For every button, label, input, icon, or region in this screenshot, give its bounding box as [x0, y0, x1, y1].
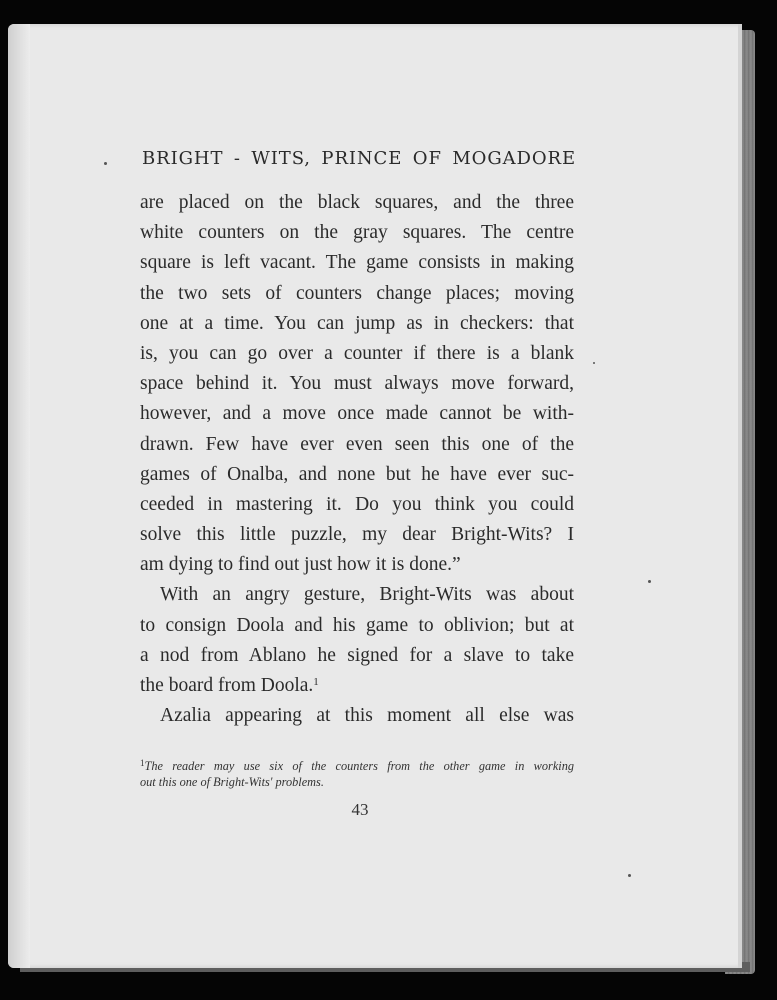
paper-speck [628, 874, 631, 877]
paragraph-start-line: With an angry gesture, Bright-Wits was about [160, 584, 574, 606]
text-line: the board from Doola. [140, 675, 314, 696]
text-line: am dying to find out just how it is done.” [140, 554, 461, 576]
paragraph-start-line: Azalia appearing at this moment all else was [160, 705, 574, 727]
text-line: solve this little puzzle, my dear Bright-Wits? I [140, 524, 574, 546]
text-line: is, you can go over a counter if there is a blank [140, 342, 574, 364]
text-line: one at a time. You can jump as in checkers: that [140, 312, 574, 334]
footnote-line [140, 758, 574, 774]
paper-speck [648, 580, 651, 583]
page-gutter [8, 24, 30, 968]
text-line: the two sets of counters change places; moving [140, 282, 574, 304]
text-line: a nod from Ablano he signed for a slave to take [140, 644, 574, 666]
text-line: ceeded in mastering it. Do you think you could [140, 493, 574, 515]
text-line: white counters on the gray squares. The centre [140, 222, 574, 244]
page-number: 43 [351, 800, 369, 819]
footnote-line: out this one of Bright-Wits' problems. [140, 775, 324, 789]
text-line: are placed on the black squares, and the three [140, 192, 574, 213]
paper-speck [104, 162, 107, 165]
text-line: space behind it. You must always move forward, [140, 373, 574, 395]
paper-speck [593, 362, 595, 364]
footnote-marker: 1 [140, 758, 145, 768]
running-head: BRIGHT - WITS, PRINCE OF MOGADORE [142, 148, 576, 169]
page-fore-edge [738, 24, 742, 968]
text-line: square is left vacant. The game consists in making [140, 252, 574, 274]
footnote-text: The reader may use six of the counters from the other game in working [144, 759, 574, 773]
body-text [140, 188, 574, 731]
footnote [140, 758, 574, 790]
text-line: games of Onalba, and none but he have ever suc- [140, 463, 574, 485]
text-line: however, and a move once made cannot be with- [140, 403, 574, 425]
text-line: to consign Doola and his game to oblivion; but at [140, 614, 574, 636]
text-line: drawn. Few have ever even seen this one of the [140, 433, 574, 455]
text-line-with-note [140, 671, 574, 701]
footnote-reference: 1 [313, 676, 319, 688]
